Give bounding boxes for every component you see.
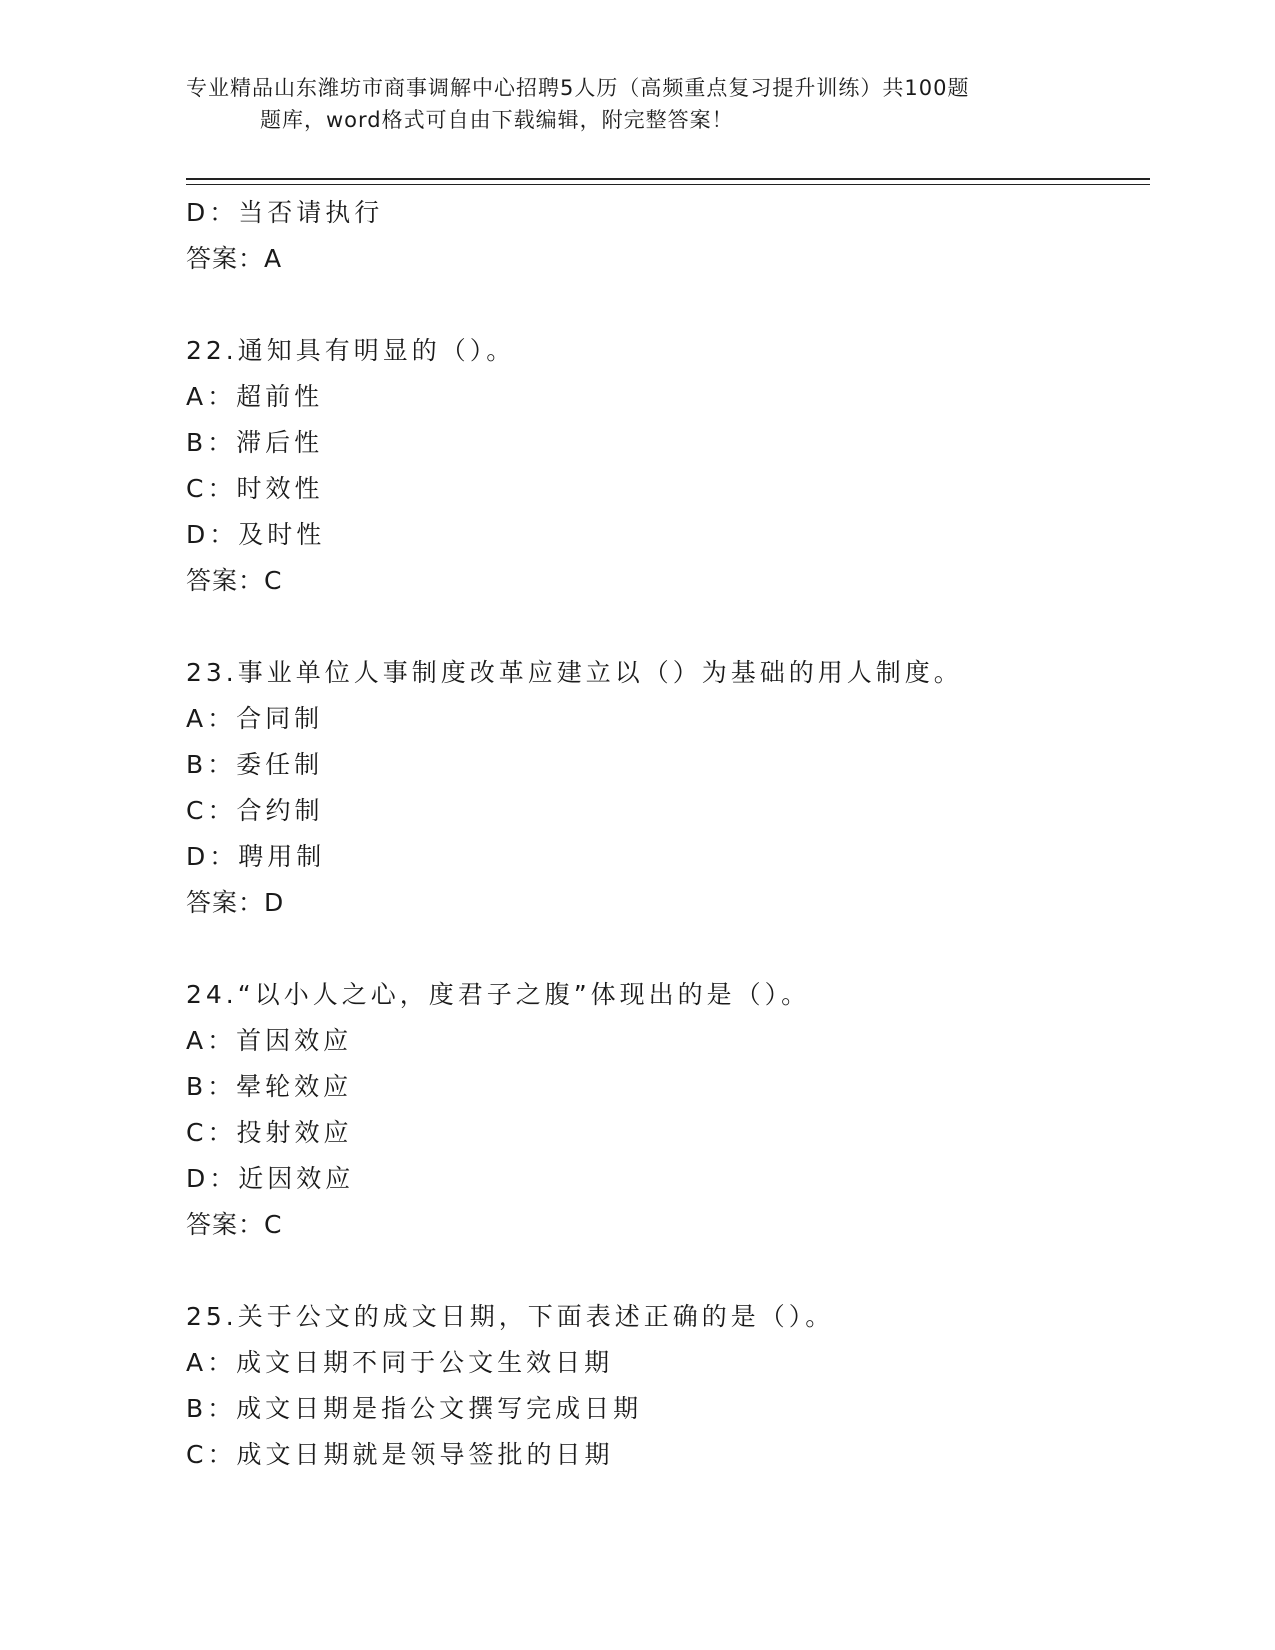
option-c: C：投射效应 <box>186 1118 353 1147</box>
spacer <box>186 282 1146 328</box>
spacer <box>186 604 1146 650</box>
title-line-2: 题库，word格式可自由下载编辑，附完整答案！ <box>260 108 734 132</box>
option-b: B：成文日期是指公文撰写完成日期 <box>186 1394 643 1423</box>
option-a: A：首因效应 <box>186 1026 353 1055</box>
title-line-1: 专业精品山东潍坊市商事调解中心招聘5人历（高频重点复习提升训练）共100题 <box>186 76 970 100</box>
header-divider-thick <box>186 178 1150 180</box>
answer-line: 答案：D <box>186 888 285 917</box>
option-d: D：及时性 <box>186 520 326 549</box>
option-d: D：当否请执行 <box>186 198 384 227</box>
option-c: C：合约制 <box>186 796 324 825</box>
option-c: C：成文日期就是领导签批的日期 <box>186 1440 614 1469</box>
option-d: D：近因效应 <box>186 1164 355 1193</box>
option-a: A：成文日期不同于公文生效日期 <box>186 1348 614 1377</box>
question-list <box>186 190 1146 1478</box>
option-b: B：滞后性 <box>186 428 324 457</box>
header-divider-thin <box>186 184 1150 185</box>
question-stem: 24.“以小人之心，度君子之腹”体现出的是（）。 <box>186 980 811 1009</box>
spacer <box>186 926 1146 972</box>
answer-line: 答案：C <box>186 566 283 595</box>
option-b: B：委任制 <box>186 750 324 779</box>
answer-line: 答案：A <box>186 244 283 273</box>
question-stem: 22.通知具有明显的（）。 <box>186 336 516 365</box>
option-c: C：时效性 <box>186 474 324 503</box>
question-stem: 25.关于公文的成文日期，下面表述正确的是（）。 <box>186 1302 835 1331</box>
option-a: A：超前性 <box>186 382 324 411</box>
question-stem: 23.事业单位人事制度改革应建立以（）为基础的用人制度。 <box>186 658 963 687</box>
document-title <box>186 72 1086 136</box>
answer-line: 答案：C <box>186 1210 283 1239</box>
option-d: D：聘用制 <box>186 842 326 871</box>
option-b: B：晕轮效应 <box>186 1072 353 1101</box>
option-a: A：合同制 <box>186 704 324 733</box>
spacer <box>186 1248 1146 1294</box>
